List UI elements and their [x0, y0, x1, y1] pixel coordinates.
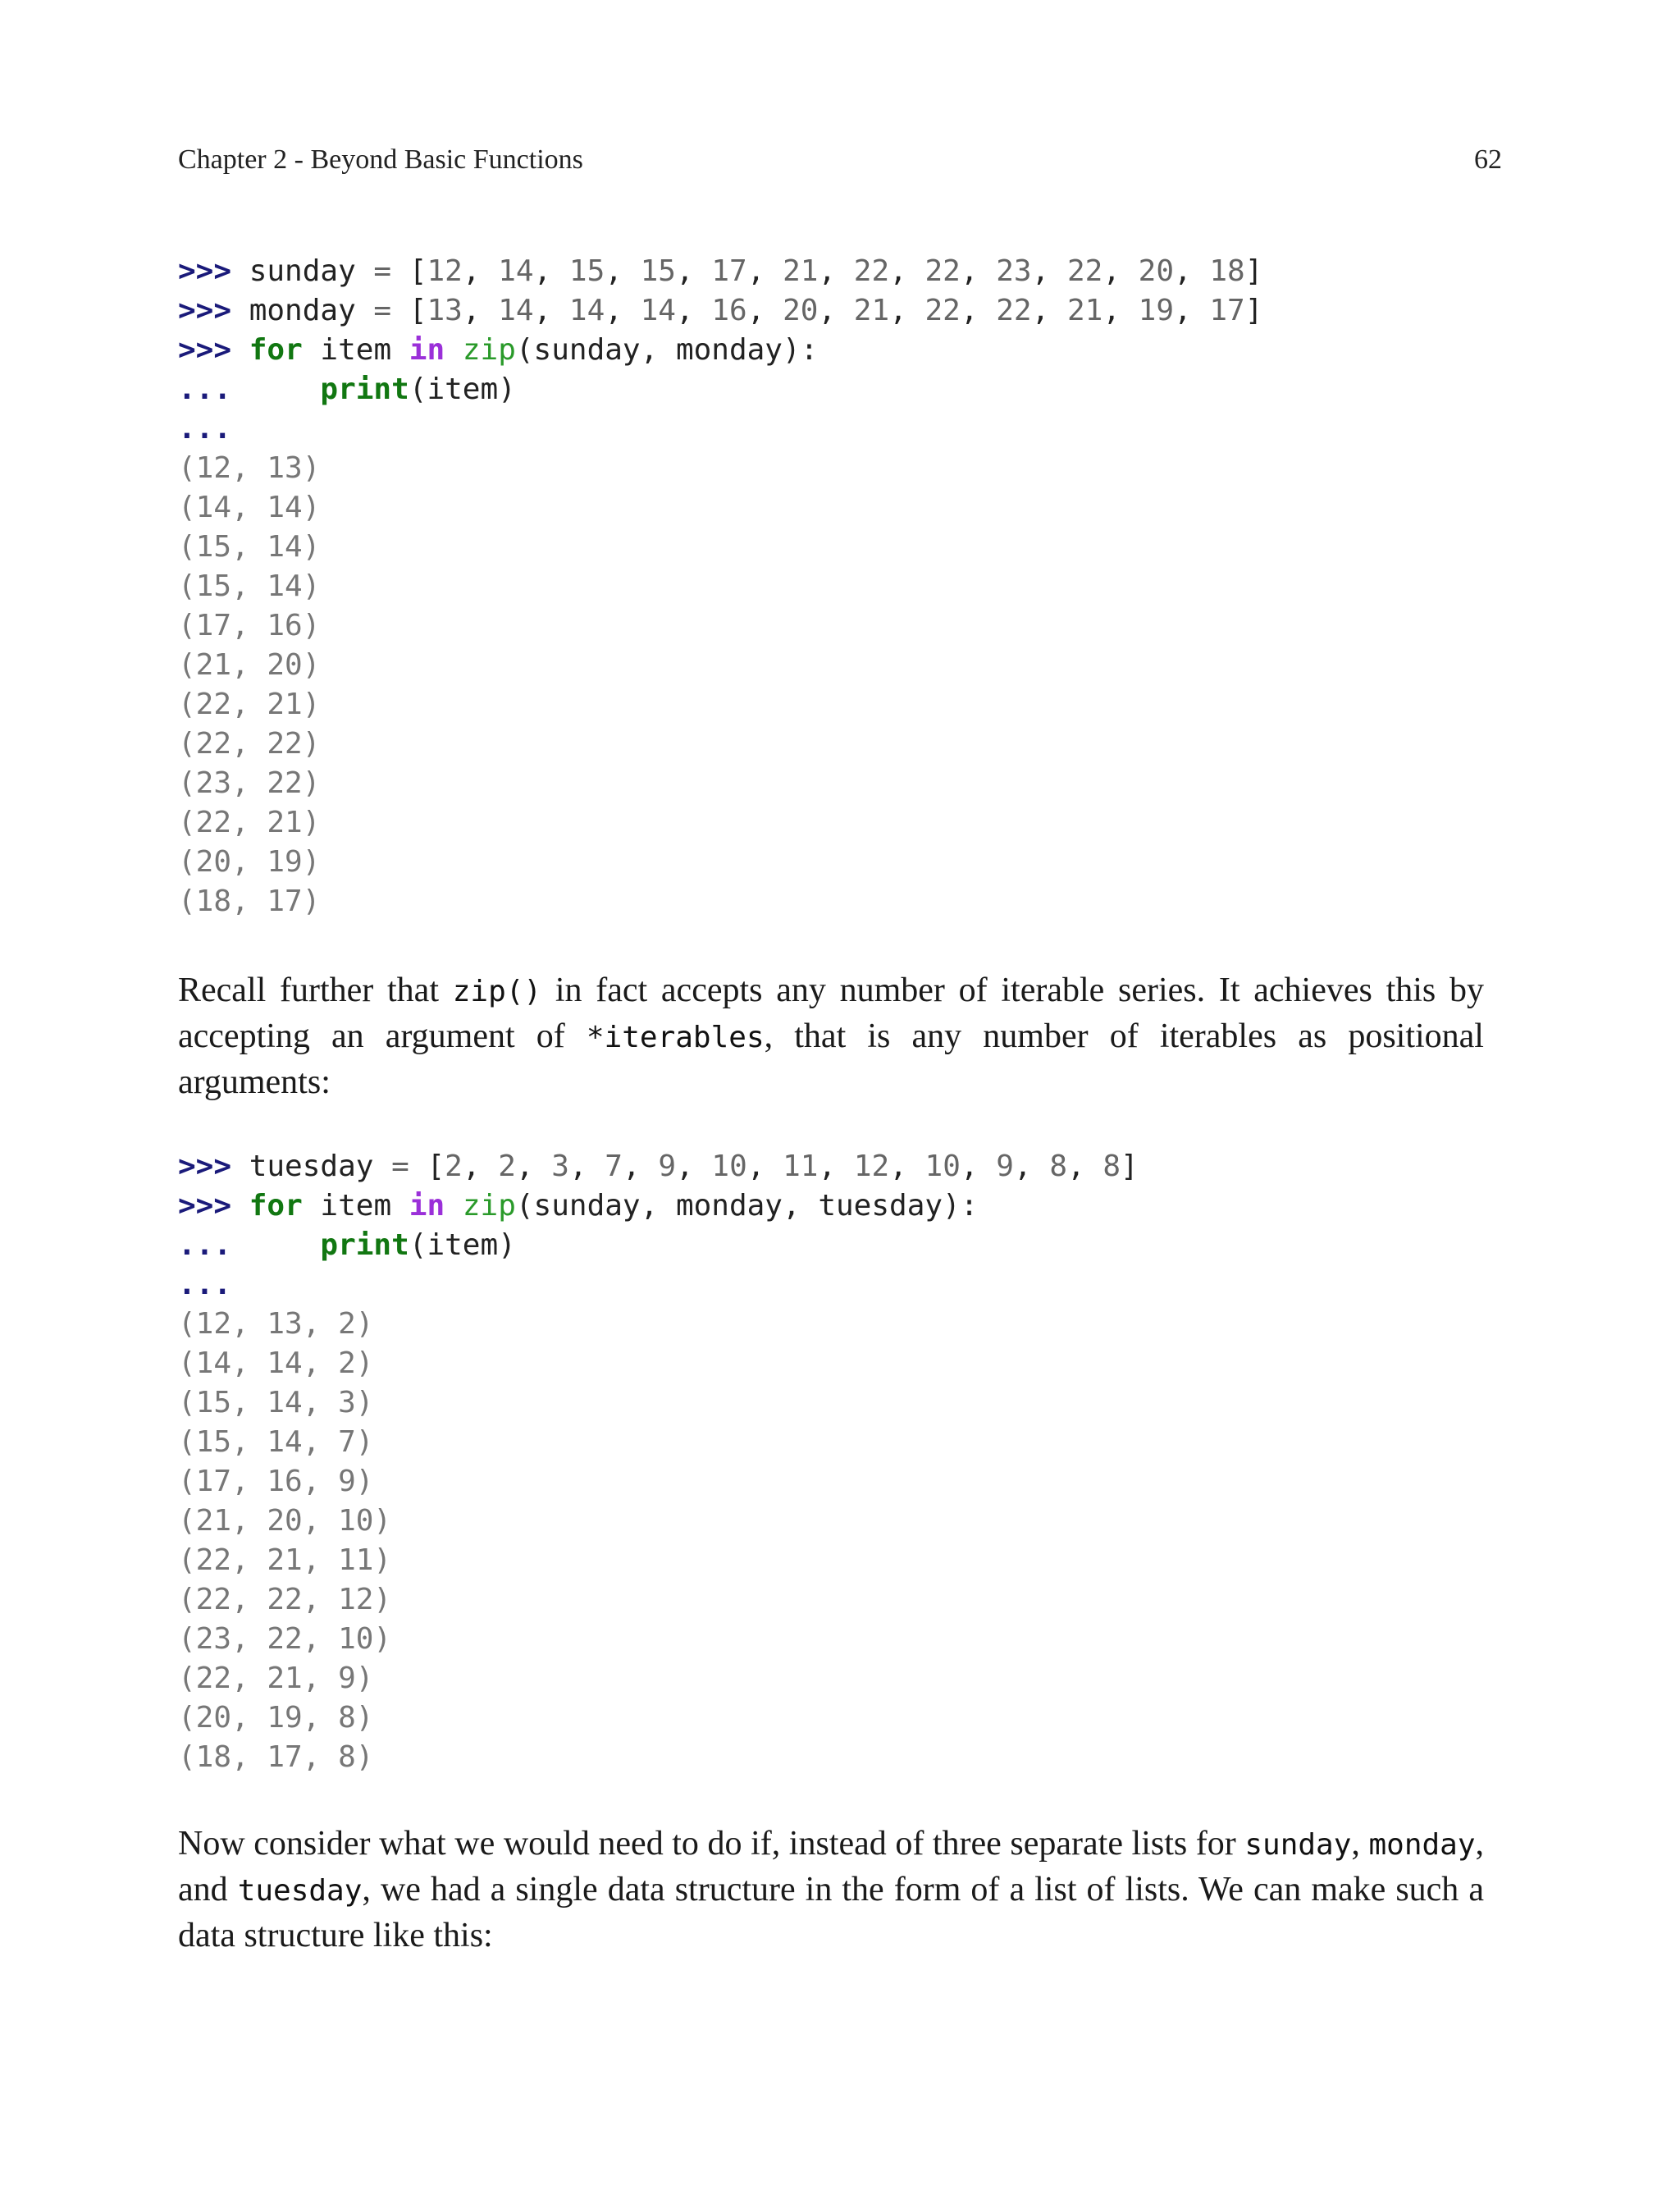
para-text: , — [1351, 1825, 1369, 1863]
code-line: (17, 16) — [178, 609, 321, 642]
code-line: (18, 17) — [178, 885, 321, 918]
code-line: ... print(item) — [178, 1228, 516, 1262]
code-line: (17, 16, 9) — [178, 1465, 374, 1498]
para-text: , that is any number of iterables as positional arguments: — [178, 1017, 1484, 1101]
para-text: in fact accepts any number of iterable series. It achieves this by accepting an argument of — [178, 971, 1484, 1055]
chapter-title: Chapter 2 - Beyond Basic Functions — [178, 144, 583, 175]
code-line: (18, 17, 8) — [178, 1740, 374, 1774]
code-line: (12, 13, 2) — [178, 1307, 374, 1341]
paragraph-list-of-lists — [178, 1822, 1484, 1958]
paragraph-zip-iterables — [178, 968, 1484, 1104]
code-line: (22, 22, 12) — [178, 1583, 392, 1616]
para-text: Now consider what we would need to do if, instead of three separate lists for — [178, 1825, 1245, 1863]
code-line: >>> for item in zip(sunday, monday, tuesday): — [178, 1189, 979, 1223]
code-line: ... — [178, 1268, 232, 1301]
code-line: (15, 14, 7) — [178, 1425, 374, 1459]
code-line: (23, 22, 10) — [178, 1622, 392, 1656]
para-text: , and — [178, 1825, 1485, 1908]
code-line: (21, 20) — [178, 648, 321, 682]
code-block-zip-three — [178, 1147, 1507, 1777]
para-text: , we had a single data structure in the form of a list of lists. We can make such a data structure like this: — [178, 1871, 1484, 1954]
code-line: (22, 21, 9) — [178, 1662, 374, 1695]
code-line: (20, 19) — [178, 845, 321, 879]
code-line: (22, 21) — [178, 806, 321, 839]
code-line: (22, 21, 11) — [178, 1543, 392, 1577]
code-block-zip-two — [178, 252, 1507, 921]
code-line: ... — [178, 412, 232, 446]
code-line: (20, 19, 8) — [178, 1701, 374, 1735]
code-line: (23, 22) — [178, 766, 321, 800]
code-line: >>> sunday = [12, 14, 15, 15, 17, 21, 22, 22, 23, 22, 20, 18] — [178, 254, 1263, 288]
code-line: (22, 22) — [178, 727, 321, 761]
code-line: (22, 21) — [178, 688, 321, 721]
inline-code: tuesday — [237, 1874, 363, 1908]
code-line: (15, 14) — [178, 569, 321, 603]
inline-code: *iterables — [586, 1021, 765, 1054]
code-line: (21, 20, 10) — [178, 1504, 392, 1538]
running-header — [178, 144, 1502, 176]
code-line: >>> for item in zip(sunday, monday): — [178, 333, 819, 367]
page-number: 62 — [1474, 144, 1502, 175]
code-line: >>> tuesday = [2, 2, 3, 7, 9, 10, 11, 12, 10, 9, 8, 8] — [178, 1150, 1139, 1183]
code-line: (15, 14, 3) — [178, 1386, 374, 1419]
code-line: (15, 14) — [178, 530, 321, 564]
code-line: ... print(item) — [178, 373, 516, 406]
code-line: >>> monday = [13, 14, 14, 14, 16, 20, 21, 22, 22, 21, 19, 17] — [178, 294, 1263, 327]
inline-code: zip() — [452, 975, 542, 1008]
para-text: Recall further that — [178, 971, 453, 1009]
inline-code: sunday — [1244, 1828, 1352, 1862]
code-line: (14, 14, 2) — [178, 1346, 374, 1380]
inline-code: monday — [1368, 1828, 1476, 1862]
code-line: (12, 13) — [178, 451, 321, 485]
code-line: (14, 14) — [178, 491, 321, 524]
